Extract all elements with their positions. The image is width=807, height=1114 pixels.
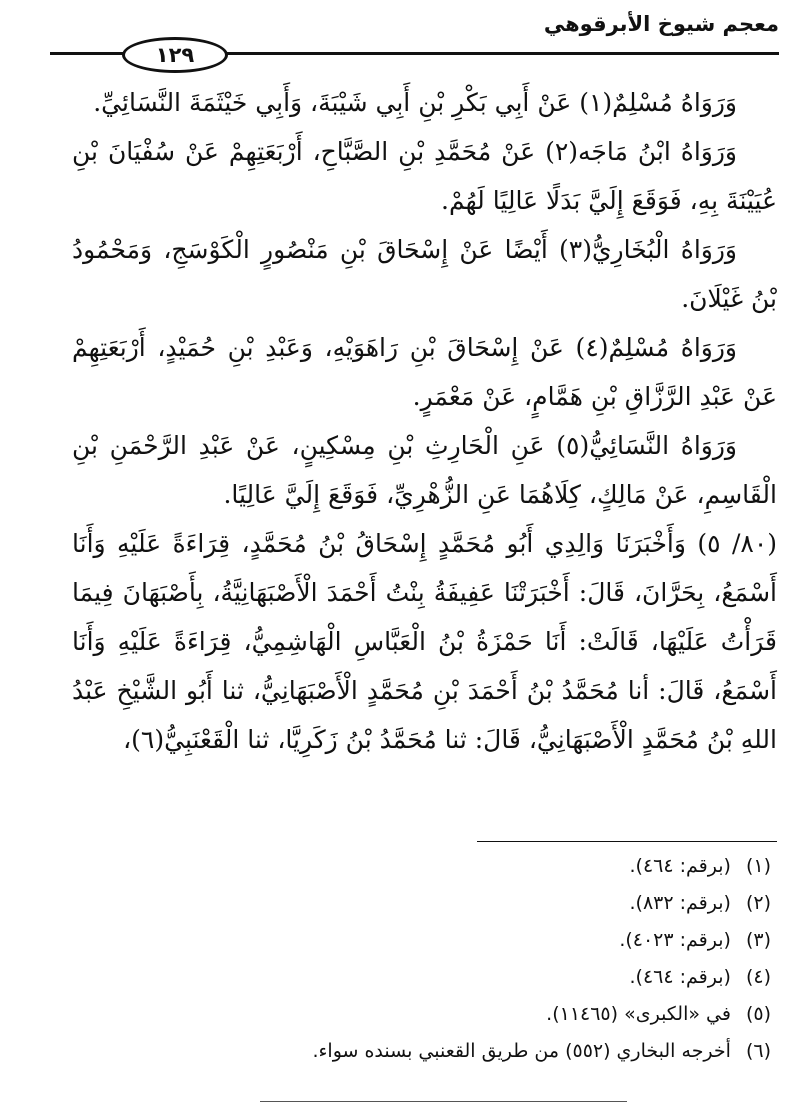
footnote-number: (٤) (745, 966, 771, 988)
main-text (72, 78, 777, 764)
footnote-number: (٣) (745, 929, 771, 951)
footnote-number: (١) (745, 855, 771, 877)
paragraph: وَرَوَاهُ ابْنُ مَاجَه(٢) عَنْ مُحَمَّدِ بْنِ الصَّبَّاحِ، أَرْبَعَتِهِمْ عَنْ سُفْيَانَ بْنِ عُيَيْنَةَ بِهِ، فَوَقَعَ إِلَيَّ بَدَلًا عَالِيًا لَهُمْ. (72, 137, 777, 215)
footnote-text: (برقم: ٤٠٢٣). (619, 929, 731, 951)
paragraph: وَرَوَاهُ الْبُخَارِيُّ(٣) أَيْضًا عَنْ إِسْحَاقَ بْنِ مَنْصُورٍ الْكَوْسَجِ، وَمَحْمُودُ بْنُ غَيْلَانَ. (72, 235, 777, 313)
paragraph: (٨٠/ ٥) وَأَخْبَرَنَا وَالِدِي أَبُو مُحَمَّدٍ إِسْحَاقُ بْنُ مُحَمَّدٍ، قِرَاءَةً عَلَيْهِ وَأَنَا أَسْمَعُ، بِحَرَّانَ، قَالَ: أَخْبَرَتْنَا عَفِيفَةُ بِنْتُ أَحْمَدَ الْأَصْبَهَانِيَّةُ، بِأَصْبَهَانَ فِيمَا قَرَأْتُ عَلَيْهَا، قَالَتْ: أَنَا حَمْزَةُ بْنُ الْعَبَّاسِ الْهَاشِمِيُّ، قِرَاءَةً عَلَيْهِ وَأَنَا أَسْمَعُ، قَالَ: أنا مُحَمَّدُ بْنُ أَحْمَدَ بْنِ مُحَمَّدٍ الْأَصْبَهَانِيُّ، ثنا أَبُو الشَّيْخِ عَبْدُ اللهِ بْنُ مُحَمَّدٍ الْأَصْبَهَانِيُّ، قَالَ: ثنا مُحَمَّدُ بْنُ زَكَرِيَّا، ثنا الْقَعْنَبِيُّ(٦)، (72, 529, 778, 754)
footnote (72, 848, 771, 885)
footnote (72, 885, 771, 922)
footnote-number: (٢) (745, 892, 771, 914)
paragraph: وَرَوَاهُ النَّسَائِيُّ(٥) عَنِ الْحَارِثِ بْنِ مِسْكِينٍ، عَنْ عَبْدِ الرَّحْمَنِ بْنِ الْقَاسِمِ، عَنْ مَالِكٍ، كِلَاهُمَا عَنِ الزُّهْرِيِّ، فَوَقَعَ إِلَيَّ عَالِيًا. (72, 431, 777, 509)
footnote-separator (477, 841, 777, 842)
footnotes (72, 848, 771, 1070)
paragraph: وَرَوَاهُ مُسْلِمٌ(٤) عَنْ إِسْحَاقَ بْنِ رَاهَوَيْهِ، وَعَبْدِ بْنِ حُمَيْدٍ، أَرْبَعَتِهِمْ عَنْ عَبْدِ الرَّزَّاقِ بْنِ هَمَّامٍ، عَنْ مَعْمَرٍ. (72, 333, 777, 411)
footnote-text: أخرجه البخاري (٥٥٢) من طريق القعنبي بسنده سواء. (312, 1040, 731, 1062)
footnote-text: (برقم: ٤٦٤). (629, 966, 731, 988)
book-title: معجم شيوخ الأبرقوهي (543, 12, 779, 36)
bottom-rule (260, 1101, 627, 1102)
paragraph: وَرَوَاهُ مُسْلِمٌ(١) عَنْ أَبِي بَكْرِ بْنِ أَبِي شَيْبَةَ، وَأَبِي خَيْثَمَةَ النَّسَائِيِّ. (93, 88, 737, 117)
footnote (72, 1033, 771, 1070)
footnote-number: (٦) (745, 1040, 771, 1062)
footnote-text: في «الكبرى» (١١٤٦٥). (546, 1003, 731, 1025)
page-number: ١٢٩ (122, 37, 228, 73)
footnote-number: (٥) (745, 1003, 771, 1025)
footnote (72, 959, 771, 996)
footnote-text: (برقم: ٤٦٤). (629, 855, 731, 877)
footnote-text: (برقم: ٨٣٢). (629, 892, 731, 914)
page-header (50, 8, 779, 68)
footnote (72, 922, 771, 959)
footnote (72, 996, 771, 1033)
